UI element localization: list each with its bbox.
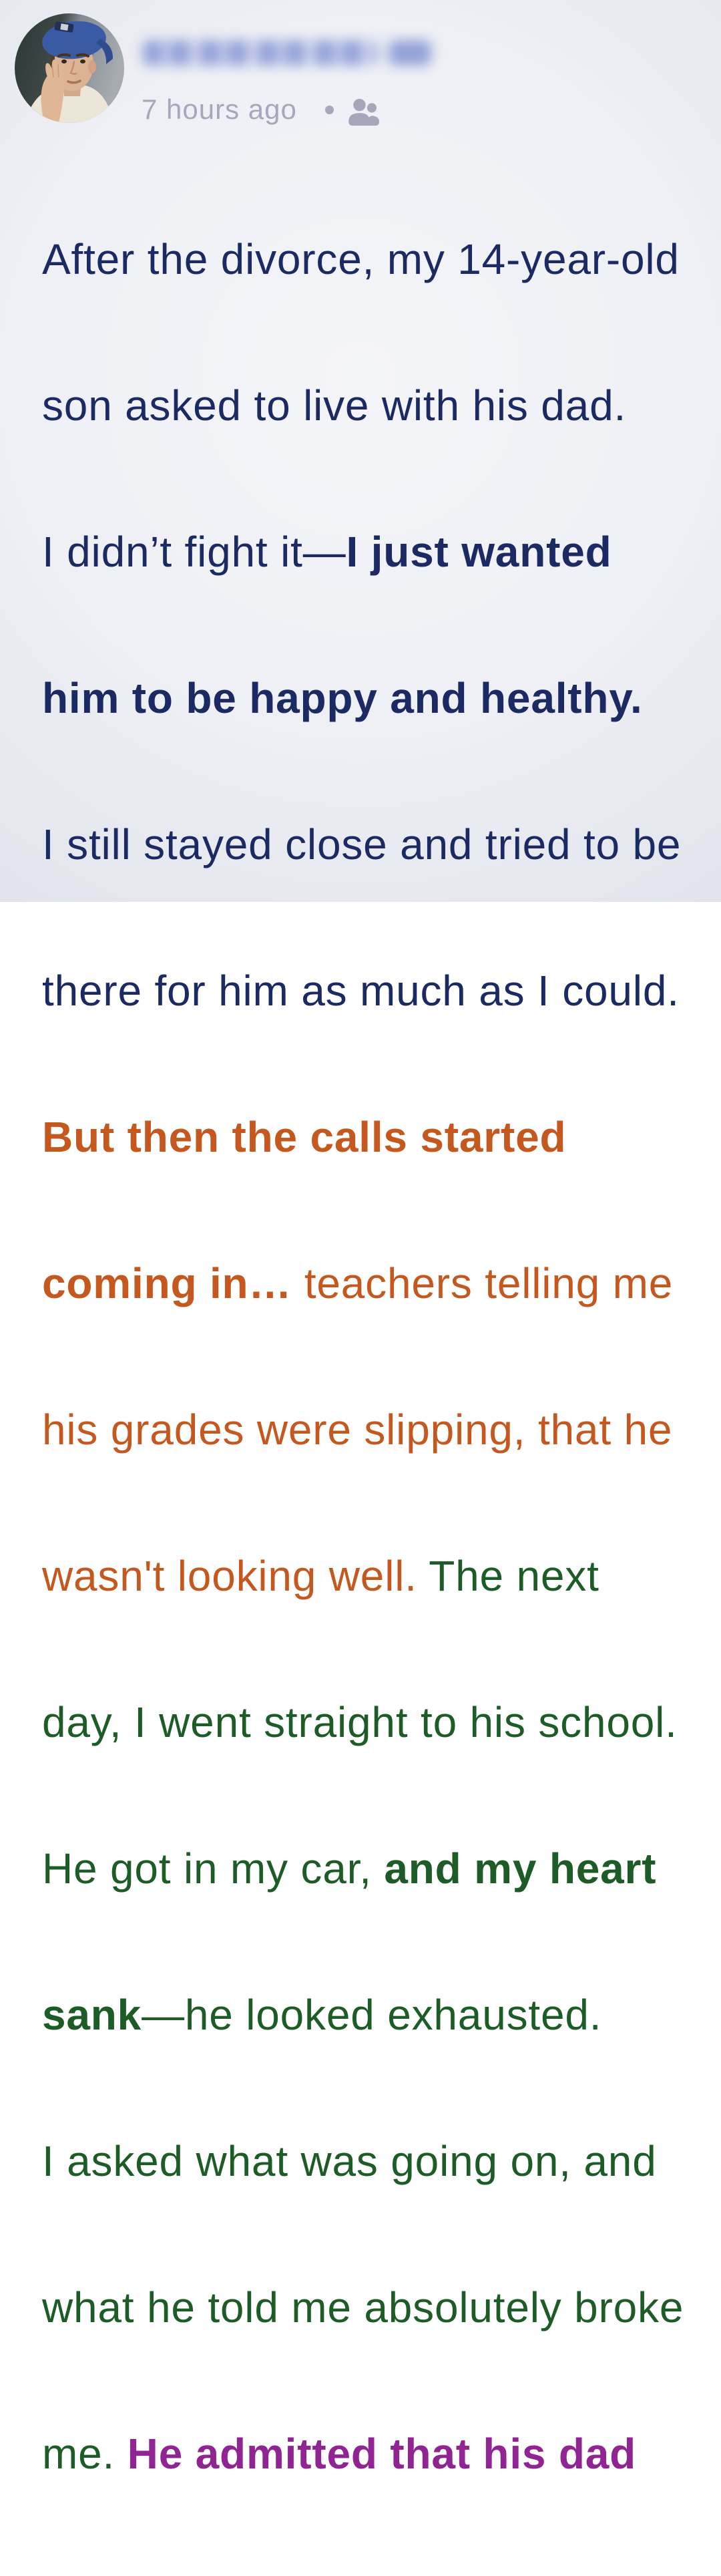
text-segment: I asked what was going on, and <box>42 2137 657 2185</box>
username-blur-block-2 <box>389 40 431 65</box>
post-line-4 <box>42 674 684 723</box>
separator-dot <box>325 106 334 114</box>
text-segment: his grades were slipping, that he <box>42 1406 673 1454</box>
post-line-10 <box>42 1552 684 1601</box>
text-segment: son asked to live with his dad. <box>42 381 627 430</box>
profile-photo-icon <box>15 13 124 123</box>
post-line-6 <box>42 967 684 1015</box>
post-body <box>42 138 684 2576</box>
text-segment: him to be happy and healthy. <box>42 674 643 722</box>
text-segment: —he looked exhausted. <box>142 1991 602 2039</box>
post-line-7 <box>42 1113 684 1162</box>
post-line-5 <box>42 820 684 869</box>
text-segment: wasn't looking well. <box>42 1552 429 1600</box>
username-blur-block <box>143 40 378 65</box>
avatar[interactable] <box>15 13 124 123</box>
text-segment: me. <box>42 2430 128 2478</box>
text-segment: But then the calls started <box>42 1113 567 1161</box>
timestamp[interactable]: 7 hours ago <box>142 94 297 125</box>
text-segment: After the divorce, my 14-year-old <box>42 235 680 283</box>
text-segment: what he told me absolutely broke <box>42 2283 684 2331</box>
post-meta-row <box>142 94 381 126</box>
text-segment: He got in my car, <box>42 1844 385 1893</box>
text-segment: sank <box>42 1991 142 2039</box>
username-blurred[interactable] <box>143 40 431 68</box>
text-segment: and my heart <box>384 1844 657 1893</box>
post-line-8 <box>42 1259 684 1308</box>
text-segment: teachers telling me <box>304 1259 674 1307</box>
text-segment: He admitted that his dad <box>127 2430 637 2478</box>
post-line-16 <box>42 2430 684 2478</box>
post-line-13 <box>42 1991 684 2040</box>
friends-icon <box>347 98 381 126</box>
text-segment: I didn’t fight it— <box>42 528 346 576</box>
post-line-14 <box>42 2137 684 2186</box>
post-line-11 <box>42 1698 684 1747</box>
text-segment: I just wanted <box>346 528 612 576</box>
post-line-2 <box>42 381 684 430</box>
text-segment: day, I went straight to his school. <box>42 1698 678 1746</box>
post-line-12 <box>42 1844 684 1893</box>
post-line-15 <box>42 2283 684 2332</box>
text-segment: there for him as much as I could. <box>42 967 680 1015</box>
post-line-9 <box>42 1406 684 1454</box>
text-segment: I still stayed close and tried to be <box>42 820 682 868</box>
text-segment: The next <box>429 1552 599 1600</box>
text-segment: coming in… <box>42 1259 304 1307</box>
post-line-1 <box>42 235 684 284</box>
post-line-3 <box>42 528 684 577</box>
